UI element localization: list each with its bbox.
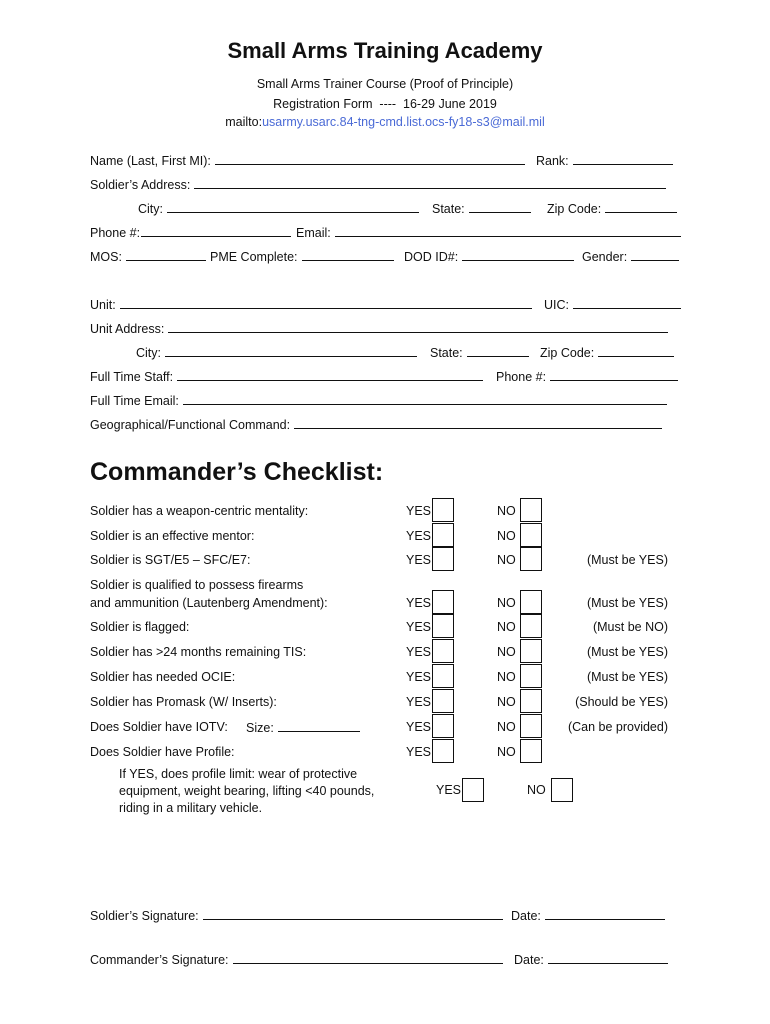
mailto-prefix: mailto: [225, 115, 263, 129]
yes-label: YES [406, 504, 432, 518]
soldier-zip-field[interactable] [547, 201, 681, 216]
soldier-state-line[interactable] [469, 201, 531, 213]
yes-checkbox[interactable] [432, 689, 454, 713]
requirement-note: (Must be YES) [586, 645, 668, 659]
yes-label: YES [406, 745, 432, 759]
mailto-line [0, 115, 770, 129]
course-subtitle: Small Arms Trainer Course (Proof of Principle) [256, 77, 514, 91]
no-label: NO [497, 670, 516, 684]
unit-address-line[interactable] [168, 321, 668, 333]
checklist-row [0, 498, 770, 524]
soldier-zip-line[interactable] [605, 201, 677, 213]
soldier-address-field[interactable] [90, 177, 670, 192]
no-checkbox[interactable] [520, 523, 542, 547]
no-checkbox[interactable] [520, 614, 542, 638]
form-title: Small Arms Training Academy [227, 38, 543, 63]
no-checkbox[interactable] [520, 714, 542, 738]
unit-city-field[interactable] [136, 345, 421, 360]
command-field[interactable] [90, 417, 666, 432]
no-label: NO [497, 553, 516, 567]
unit-address-label: Unit Address: [90, 322, 165, 336]
checklist-row [0, 547, 770, 573]
requirement-note: (Must be YES) [586, 596, 668, 610]
name-line[interactable] [215, 153, 525, 165]
soldier-date-line[interactable] [545, 908, 665, 920]
yes-checkbox[interactable] [432, 547, 454, 571]
mos-field[interactable] [90, 249, 210, 264]
gender-label: Gender: [582, 250, 628, 264]
checklist-heading: Commander’s Checklist: [90, 458, 384, 486]
profile-question [119, 766, 374, 817]
no-checkbox[interactable] [520, 590, 542, 614]
rank-field[interactable] [536, 153, 677, 168]
no-checkbox[interactable] [520, 498, 542, 522]
mos-label: MOS: [90, 250, 122, 264]
command-line[interactable] [294, 417, 662, 429]
yes-label: YES [406, 645, 432, 659]
yes-checkbox[interactable] [432, 498, 454, 522]
rank-line[interactable] [573, 153, 673, 165]
gender-field[interactable] [582, 249, 683, 264]
mailto-link[interactable]: usarmy.usarc.84-tng-cmd.list.ocs-fy18-s3@mail.mil [262, 115, 545, 129]
yes-checkbox[interactable] [432, 739, 454, 763]
no-checkbox[interactable] [520, 547, 542, 571]
profile-yes-label: YES [436, 783, 462, 797]
commander-signature-label: Commander’s Signature: [90, 953, 229, 967]
unit-phone-label: Phone #: [496, 370, 547, 384]
phone-label: Phone #: [90, 226, 141, 240]
dod-id-label: DOD ID#: [404, 250, 459, 264]
soldier-signature-label: Soldier’s Signature: [90, 909, 199, 923]
unit-state-line[interactable] [467, 345, 529, 357]
dod-id-field[interactable] [404, 249, 578, 264]
checklist-item-label: Soldier has Promask (W/ Inserts): [90, 695, 277, 709]
checklist-row [0, 639, 770, 665]
no-label: NO [497, 596, 516, 610]
checklist-row [0, 523, 770, 549]
unit-zip-field[interactable] [540, 345, 678, 360]
full-time-staff-field[interactable] [90, 369, 487, 384]
no-checkbox[interactable] [520, 664, 542, 688]
checklist-item-label: Soldier has >24 months remaining TIS: [90, 645, 307, 659]
unit-city-label: City: [136, 346, 161, 360]
soldier-address-label: Soldier’s Address: [90, 178, 191, 192]
unit-field[interactable] [90, 297, 536, 312]
full-time-email-line[interactable] [183, 393, 667, 405]
soldier-zip-label: Zip Code: [547, 202, 602, 216]
yes-checkbox[interactable] [432, 523, 454, 547]
unit-phone-field[interactable] [496, 369, 682, 384]
commander-date-label: Date: [514, 953, 544, 967]
no-label: NO [497, 695, 516, 709]
email-label: Email: [296, 226, 331, 240]
soldier-city-label: City: [138, 202, 163, 216]
checklist-item-label: Does Soldier have IOTV: [90, 720, 228, 734]
no-label: NO [497, 620, 516, 634]
command-label: Geographical/Functional Command: [90, 418, 291, 432]
pme-label: PME Complete: [210, 250, 298, 264]
checklist-row [0, 714, 770, 740]
soldier-date-label: Date: [511, 909, 541, 923]
checklist-row [0, 689, 770, 715]
full-time-email-field[interactable] [90, 393, 671, 408]
iotv-size-line[interactable] [278, 720, 360, 732]
yes-label: YES [406, 720, 432, 734]
commander-date-line[interactable] [548, 952, 668, 964]
yes-label: YES [406, 670, 432, 684]
no-checkbox[interactable] [520, 639, 542, 663]
requirement-note: (Can be provided) [567, 720, 668, 734]
yes-checkbox[interactable] [432, 614, 454, 638]
yes-label: YES [406, 596, 432, 610]
iotv-size-field[interactable] [246, 720, 364, 735]
yes-checkbox[interactable] [432, 590, 454, 614]
yes-checkbox[interactable] [432, 639, 454, 663]
profile-question-line: riding in a military vehicle. [119, 801, 263, 815]
name-field[interactable] [90, 153, 529, 168]
checklist-item-label-line1: Soldier is qualified to possess firearms [90, 578, 304, 592]
commander-signature-line[interactable] [233, 952, 503, 964]
no-label: NO [497, 645, 516, 659]
checklist-row [0, 664, 770, 690]
soldier-signature-line[interactable] [203, 908, 503, 920]
checklist-row [0, 614, 770, 640]
phone-line[interactable] [141, 225, 291, 237]
unit-state-field[interactable] [430, 345, 533, 360]
checklist-item-label: Soldier is SGT/E5 – SFC/E7: [90, 553, 251, 567]
unit-line[interactable] [120, 297, 532, 309]
soldier-state-label: State: [432, 202, 465, 216]
registration-subtitle: Registration Form ---- 16-29 June 2019 [273, 97, 497, 111]
mos-line[interactable] [126, 249, 206, 261]
yes-label: YES [406, 553, 432, 567]
unit-address-field[interactable] [90, 321, 672, 336]
yes-checkbox[interactable] [432, 714, 454, 738]
unit-zip-line[interactable] [598, 345, 674, 357]
soldier-city-field[interactable] [138, 201, 423, 216]
checklist-row [0, 739, 770, 765]
soldier-state-field[interactable] [432, 201, 535, 216]
soldier-signature-field[interactable] [90, 908, 507, 923]
yes-label: YES [406, 620, 432, 634]
gender-line[interactable] [631, 249, 679, 261]
dod-id-line[interactable] [462, 249, 574, 261]
no-checkbox[interactable] [520, 689, 542, 713]
yes-label: YES [406, 695, 432, 709]
requirement-note: (Must be YES) [586, 553, 668, 567]
uic-label: UIC: [544, 298, 569, 312]
soldier-address-line[interactable] [194, 177, 666, 189]
email-field[interactable] [296, 225, 685, 240]
unit-zip-label: Zip Code: [540, 346, 595, 360]
requirement-note: (Must be NO) [592, 620, 668, 634]
checklist-item-label-line2: and ammunition (Lautenberg Amendment): [90, 596, 328, 610]
no-label: NO [497, 529, 516, 543]
no-label: NO [497, 504, 516, 518]
checklist-row [0, 590, 770, 616]
full-time-staff-line[interactable] [177, 369, 483, 381]
profile-question-line: If YES, does profile limit: wear of protective [119, 767, 358, 781]
checklist-item-label: Does Soldier have Profile: [90, 745, 235, 759]
unit-phone-line[interactable] [550, 369, 678, 381]
requirement-note: (Should be YES) [575, 695, 668, 709]
full-time-staff-label: Full Time Staff: [90, 370, 174, 384]
unit-label: Unit: [90, 298, 116, 312]
checklist-item-label: Soldier has a weapon-centric mentality: [90, 504, 309, 518]
phone-field[interactable] [90, 225, 295, 240]
profile-no-label: NO [527, 783, 546, 797]
no-checkbox[interactable] [520, 739, 542, 763]
profile-yes-checkbox[interactable] [462, 778, 484, 802]
no-label: NO [497, 745, 516, 759]
pme-line[interactable] [302, 249, 394, 261]
checklist-item-label: Soldier has needed OCIE: [90, 670, 236, 684]
uic-line[interactable] [573, 297, 681, 309]
name-label: Name (Last, First MI): [90, 154, 211, 168]
full-time-email-label: Full Time Email: [90, 394, 179, 408]
checklist-item-label: Soldier is an effective mentor: [90, 529, 255, 543]
unit-city-line[interactable] [165, 345, 417, 357]
profile-no-checkbox[interactable] [551, 778, 573, 802]
iotv-size-label: Size: [246, 721, 274, 735]
soldier-date-field[interactable] [511, 908, 669, 923]
profile-question-line: equipment, weight bearing, lifting <40 pounds, [119, 784, 375, 798]
uic-field[interactable] [544, 297, 685, 312]
soldier-city-line[interactable] [167, 201, 419, 213]
yes-label: YES [406, 529, 432, 543]
requirement-note: (Must be YES) [586, 670, 668, 684]
checklist-item-label: Soldier is flagged: [90, 620, 190, 634]
pme-field[interactable] [210, 249, 398, 264]
email-line[interactable] [335, 225, 681, 237]
rank-label: Rank: [536, 154, 569, 168]
commander-signature-field[interactable] [90, 952, 507, 967]
commander-date-field[interactable] [514, 952, 672, 967]
no-label: NO [497, 720, 516, 734]
yes-checkbox[interactable] [432, 664, 454, 688]
unit-state-label: State: [430, 346, 463, 360]
